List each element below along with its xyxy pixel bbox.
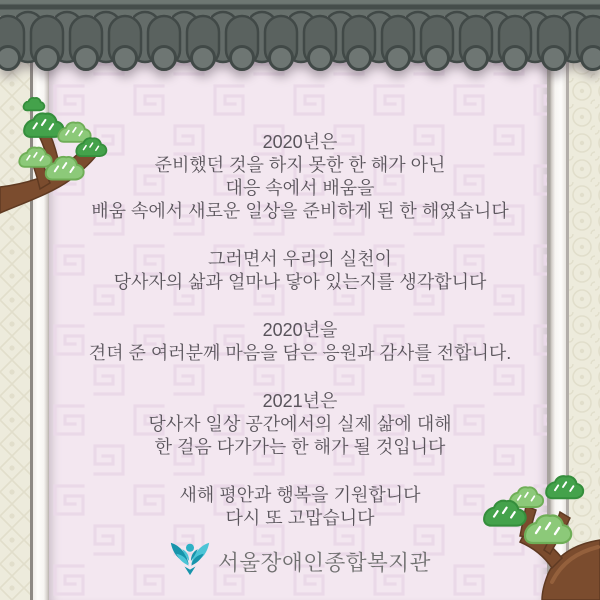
message-line: 2020년을	[262, 320, 338, 340]
message-line: 새해 평안과 행복을 기원합니다	[179, 485, 421, 505]
message-line: 대응 속에서 배움을	[225, 178, 375, 198]
org-logo-text: 서울장애인종합복지관	[218, 550, 431, 575]
message-line: 2021년은	[262, 391, 338, 411]
message-line: 2020년은	[262, 132, 338, 152]
message-line: 견뎌 준 여러분께 마음을 담은 응원과 감사를 전합니다.	[88, 343, 512, 363]
message-line: 당사자의 삶과 얼마나 닿아 있는지를 생각합니다	[113, 272, 487, 292]
message-line: 배움 속에서 새로운 일상을 준비하게 된 한 해였습니다	[91, 201, 509, 221]
paragraph-reflection	[0, 248, 600, 294]
message-line: 다시 또 고맙습니다	[225, 508, 375, 528]
message-line: 당사자 일상 공간에서의 실제 삶에 대해	[148, 414, 452, 434]
roof-tiles-icon	[0, 0, 600, 80]
message-line: 한 걸음 다가가는 한 해가 될 것입니다	[154, 437, 446, 457]
message-line: 준비했던 것을 하지 못한 한 해가 아닌	[154, 155, 446, 175]
message-line: 그러면서 우리의 실천이	[208, 249, 392, 269]
pine-branch-bottom-right-icon	[440, 440, 600, 600]
org-logo-mark-icon	[169, 541, 211, 581]
paragraph-thanks	[0, 319, 600, 365]
pine-branch-top-left-icon	[0, 92, 112, 242]
